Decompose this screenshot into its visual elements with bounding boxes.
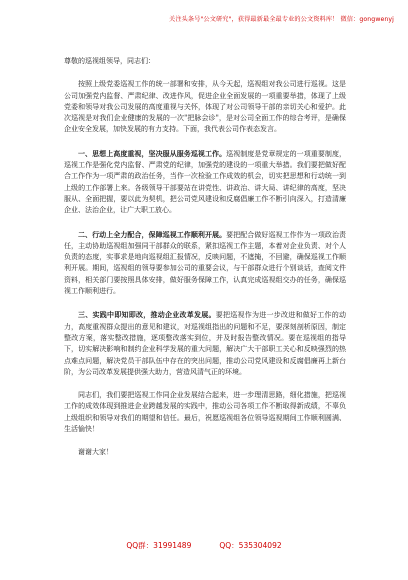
- point-three-body: 要把巡视作为进一步改进和做好工作的动力，高度重视群众提出的意见和建议，对巡视组指出的问题和不足，要深刻剖析原因，制定整改方案，落实整改措施，逐项整改落实到位，并及时报告整改情况。要在巡视组的指导下，切实解决影响和制约企业科学发展的重大问题，解决广大干部职工关心和反映强烈的热点难点问题，解决党员干部队伍中存在的突出问题，推动公司党风建设和反腐倡廉再上新台阶，为公司改革发展提供强大助力，营造风清气正的环境。: [64, 311, 346, 376]
- point-one-body: 巡视制度是党章规定的一项重要制度，巡视工作是强化党内监督、严肃党的纪律，加强党的建设的一项重大举措。我们要把做好配合工作作为一项严肃的政治任务，当作一次检验工作成效的机会，切实把思想和行动统一到上级的工作部署上来。各级领导干部要站在讲党性、讲政治、讲大局、讲纪律的高度，坚决服从、全面把握，要以此为契机，把公司党风建设和反腐倡廉工作不断引向深入，打造清廉企业、法治企业，让广大职工放心。: [64, 149, 347, 215]
- footer-qq-group: QQ群：31991489: [126, 541, 192, 550]
- point-two-paragraph: [64, 229, 346, 298]
- point-one-paragraph: [64, 148, 346, 217]
- footer-contact: [0, 540, 408, 551]
- header-banner-text: 关注头条号"公文研究"，获得最新最全最专业的公文资料库！: [169, 16, 339, 23]
- point-one-title: 一、思想上高度重视，坚决服从服务巡视工作。: [78, 148, 227, 158]
- header-banner: [169, 14, 394, 23]
- intro-paragraph: 按照上级党委巡视工作的统一部署和安排，从今天起，巡视组对我公司进行巡视。这是公司加强党内监督、严肃纪律、改进作风，促进企业全面发展的一项重要举措，体现了上级党委和领导对我公司发展的高度重视与关怀，体现了对公司领导干部的亲切关心和爱护。此次巡视是对我们企业健康的发展的一次"把脉会诊"，是对公司全面工作的综合考评，是确保企业安全发展，加快发展的有力支持。下面，我代表公司作表态发言。: [64, 80, 346, 134]
- thanks-line: 谢谢大家！: [78, 448, 113, 457]
- point-three-title: 三、实践中即知即改，推动企业改革发展。: [78, 310, 216, 320]
- point-three-paragraph: [64, 309, 346, 378]
- salutation: 尊敬的巡视组领导，同志们：: [64, 57, 155, 65]
- footer-qq-number: QQ：535304092: [219, 541, 282, 550]
- point-two-body: 要把配合做好巡视工作作为一项政治责任，主动协助巡视组加强同干部群众的联系，紧扣巡视工作主题，本着对企业负责、对个人负责的态度，实事求是地向巡视组汇报情况，反映问题，不遮掩，不回避，确保巡视工作顺利开展。期间，巡视组的领导要参加公司的重要会议，与干部群众进行个别谈话，查阅文件资料，相关部门要按照具体安排，做好服务保障工作，认真完成巡视组交办的任务，确保巡视工作顺利进行。: [64, 230, 347, 296]
- closing-paragraph: 同志们，我们要把巡视工作同企业发展结合起来，进一步理清思路，细化措施，把巡视工作的成效体现到推进企业跨越发展的实践中，推动公司各项工作不断取得新成绩，不辜负上级组织和领导对我们的期望和信任。最后，祝愿巡视组各位领导巡视期间工作顺利圆满、生活愉快！: [64, 391, 346, 434]
- header-wechat-text: 微信：gongwenyj: [340, 16, 394, 23]
- point-two-title: 二、行动上全力配合，保障巡视工作顺利开展。: [78, 229, 227, 239]
- document-body: [64, 56, 346, 471]
